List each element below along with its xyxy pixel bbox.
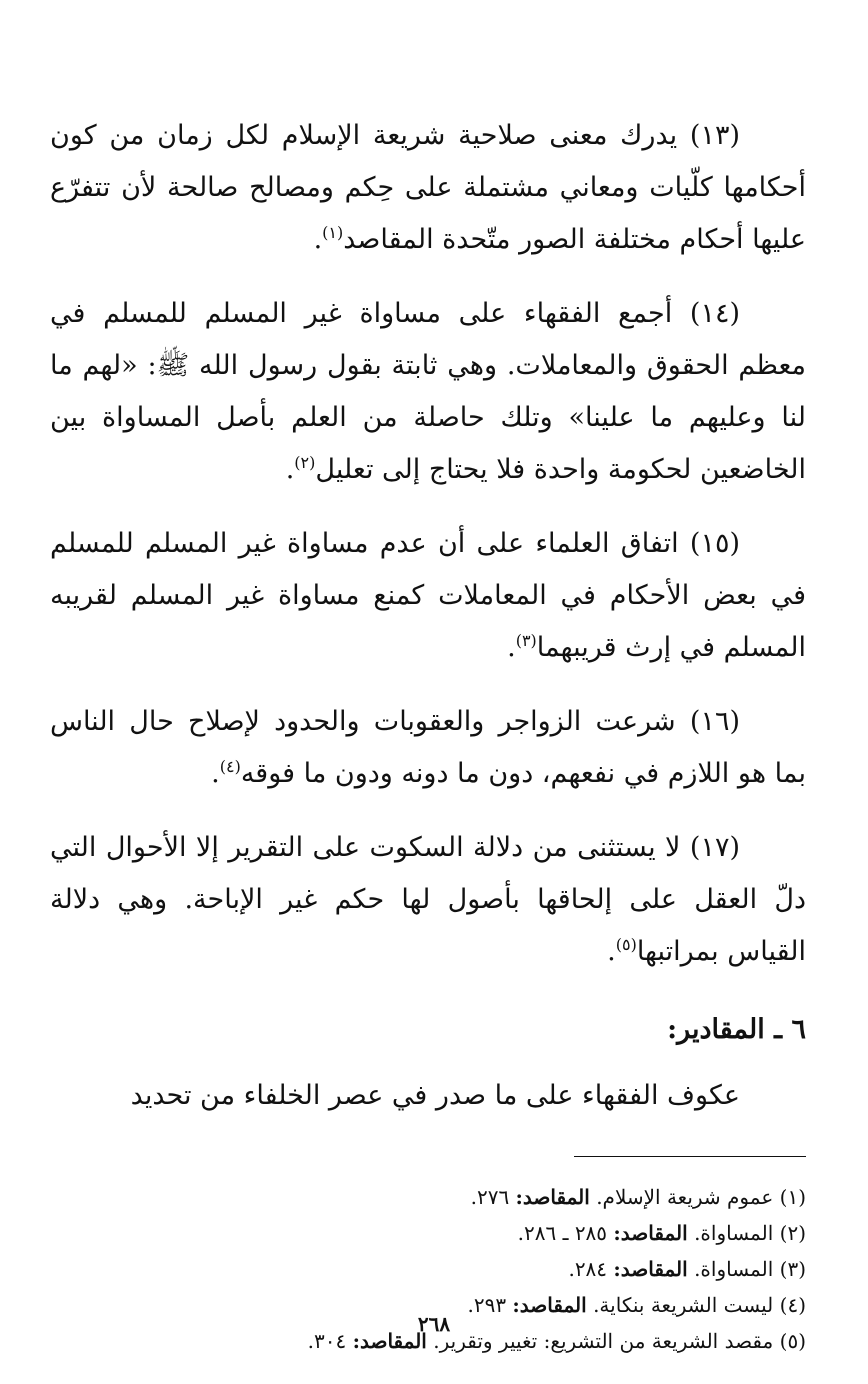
footnote-text: المساواة. (694, 1221, 774, 1245)
footnote-text: ليست الشريعة بنكاية. (593, 1293, 774, 1317)
paragraph-14 (50, 288, 806, 496)
footnote-source: المقاصد: (515, 1185, 590, 1209)
section-body: عكوف الفقهاء على ما صدر في عصر الخلفاء من تحديد (130, 1080, 740, 1111)
paragraph-15 (50, 518, 806, 674)
footnote-source: المقاصد: (613, 1221, 688, 1245)
footnote-1 (50, 1179, 806, 1215)
footnote-page: ٣٠٤. (307, 1329, 347, 1353)
footnote-number: (٥) (779, 1329, 806, 1353)
footnote-ref: (٣) (515, 631, 537, 650)
footnote-text: عموم شريعة الإسلام. (596, 1185, 774, 1209)
footnote-ref: (٢) (294, 453, 316, 472)
paragraph-end: . (313, 224, 323, 255)
paragraph-13 (50, 110, 806, 266)
footnote-3 (50, 1251, 806, 1287)
footnote-number: (٣) (779, 1257, 806, 1281)
paragraph-end: . (285, 454, 295, 485)
paragraph-text: (١٦) شرعت الزواجر والعقوبات والحدود لإصلاح حال الناس بما هو اللازم في نفعهم، دون ما دونه ودون ما فوقه (50, 706, 806, 789)
paragraph-17 (50, 822, 806, 978)
paragraph-16 (50, 696, 806, 800)
footnote-page: ٢٨٤. (568, 1257, 608, 1281)
footnote-divider (574, 1156, 806, 1157)
footnote-source: المقاصد: (352, 1329, 427, 1353)
section-heading: ٦ ـ المقادير: (667, 1014, 806, 1045)
paragraph-end: . (507, 632, 516, 663)
footnote-page: ٢٧٦. (470, 1185, 510, 1209)
footnote-ref: (٤) (219, 757, 241, 776)
footnote-number: (١) (779, 1185, 806, 1209)
footnote-text: مقصد الشريعة من التشريع: تغيير وتقرير. (433, 1329, 774, 1353)
paragraph-end: . (607, 936, 616, 967)
paragraph-text: (١٤) أجمع الفقهاء على مساواة غير المسلم للمسلم في معظم الحقوق والمعاملات. وهي ثابتة بقول رسول الله ﷺ: «لهم ما لنا وعليهم ما علينا» وتلك حاصلة من العلم بأصل المساواة بين الخاضعين لحكومة واحدة فلا يحتاج إلى تعليل (50, 298, 806, 485)
footnote-ref: (٥) (615, 935, 637, 954)
paragraph-text: (١٧) لا يستثنى من دلالة السكوت على التقرير إلا الأحوال التي دلّ العقل على إلحاقها بأصول لها حكم غير الإباحة. وهي دلالة القياس بمراتبها (50, 832, 806, 967)
page-number: ٢٦٨ (417, 1312, 451, 1336)
footnote-text: المساواة. (694, 1257, 774, 1281)
footnote-number: (٢) (779, 1221, 806, 1245)
footnote-page: ٢٨٥ ـ ٢٨٦. (517, 1221, 608, 1245)
paragraph-end: . (211, 758, 220, 789)
paragraph-text: (١٣) يدرك معنى صلاحية شريعة الإسلام لكل زمان من كون أحكامها كلّيات ومعاني مشتملة على حِكم ومصالح صالحة لأن تتفرّع عليها أحكام مختلفة الصور متّحدة المقاصد (50, 120, 806, 255)
footnote-2 (50, 1215, 806, 1251)
footnote-page: ٢٩٣. (467, 1293, 507, 1317)
footnote-source: المقاصد: (512, 1293, 587, 1317)
footnote-source: المقاصد: (613, 1257, 688, 1281)
book-page (50, 110, 806, 1359)
footnote-number: (٤) (779, 1293, 806, 1317)
footnote-ref: (١) (322, 223, 344, 242)
paragraph-text: (١٥) اتفاق العلماء على أن عدم مساواة غير المسلم للمسلم في بعض الأحكام في المعاملات كمنع مساواة غير المسلم لقريبه المسلم في إرث قريبهما (50, 528, 806, 663)
